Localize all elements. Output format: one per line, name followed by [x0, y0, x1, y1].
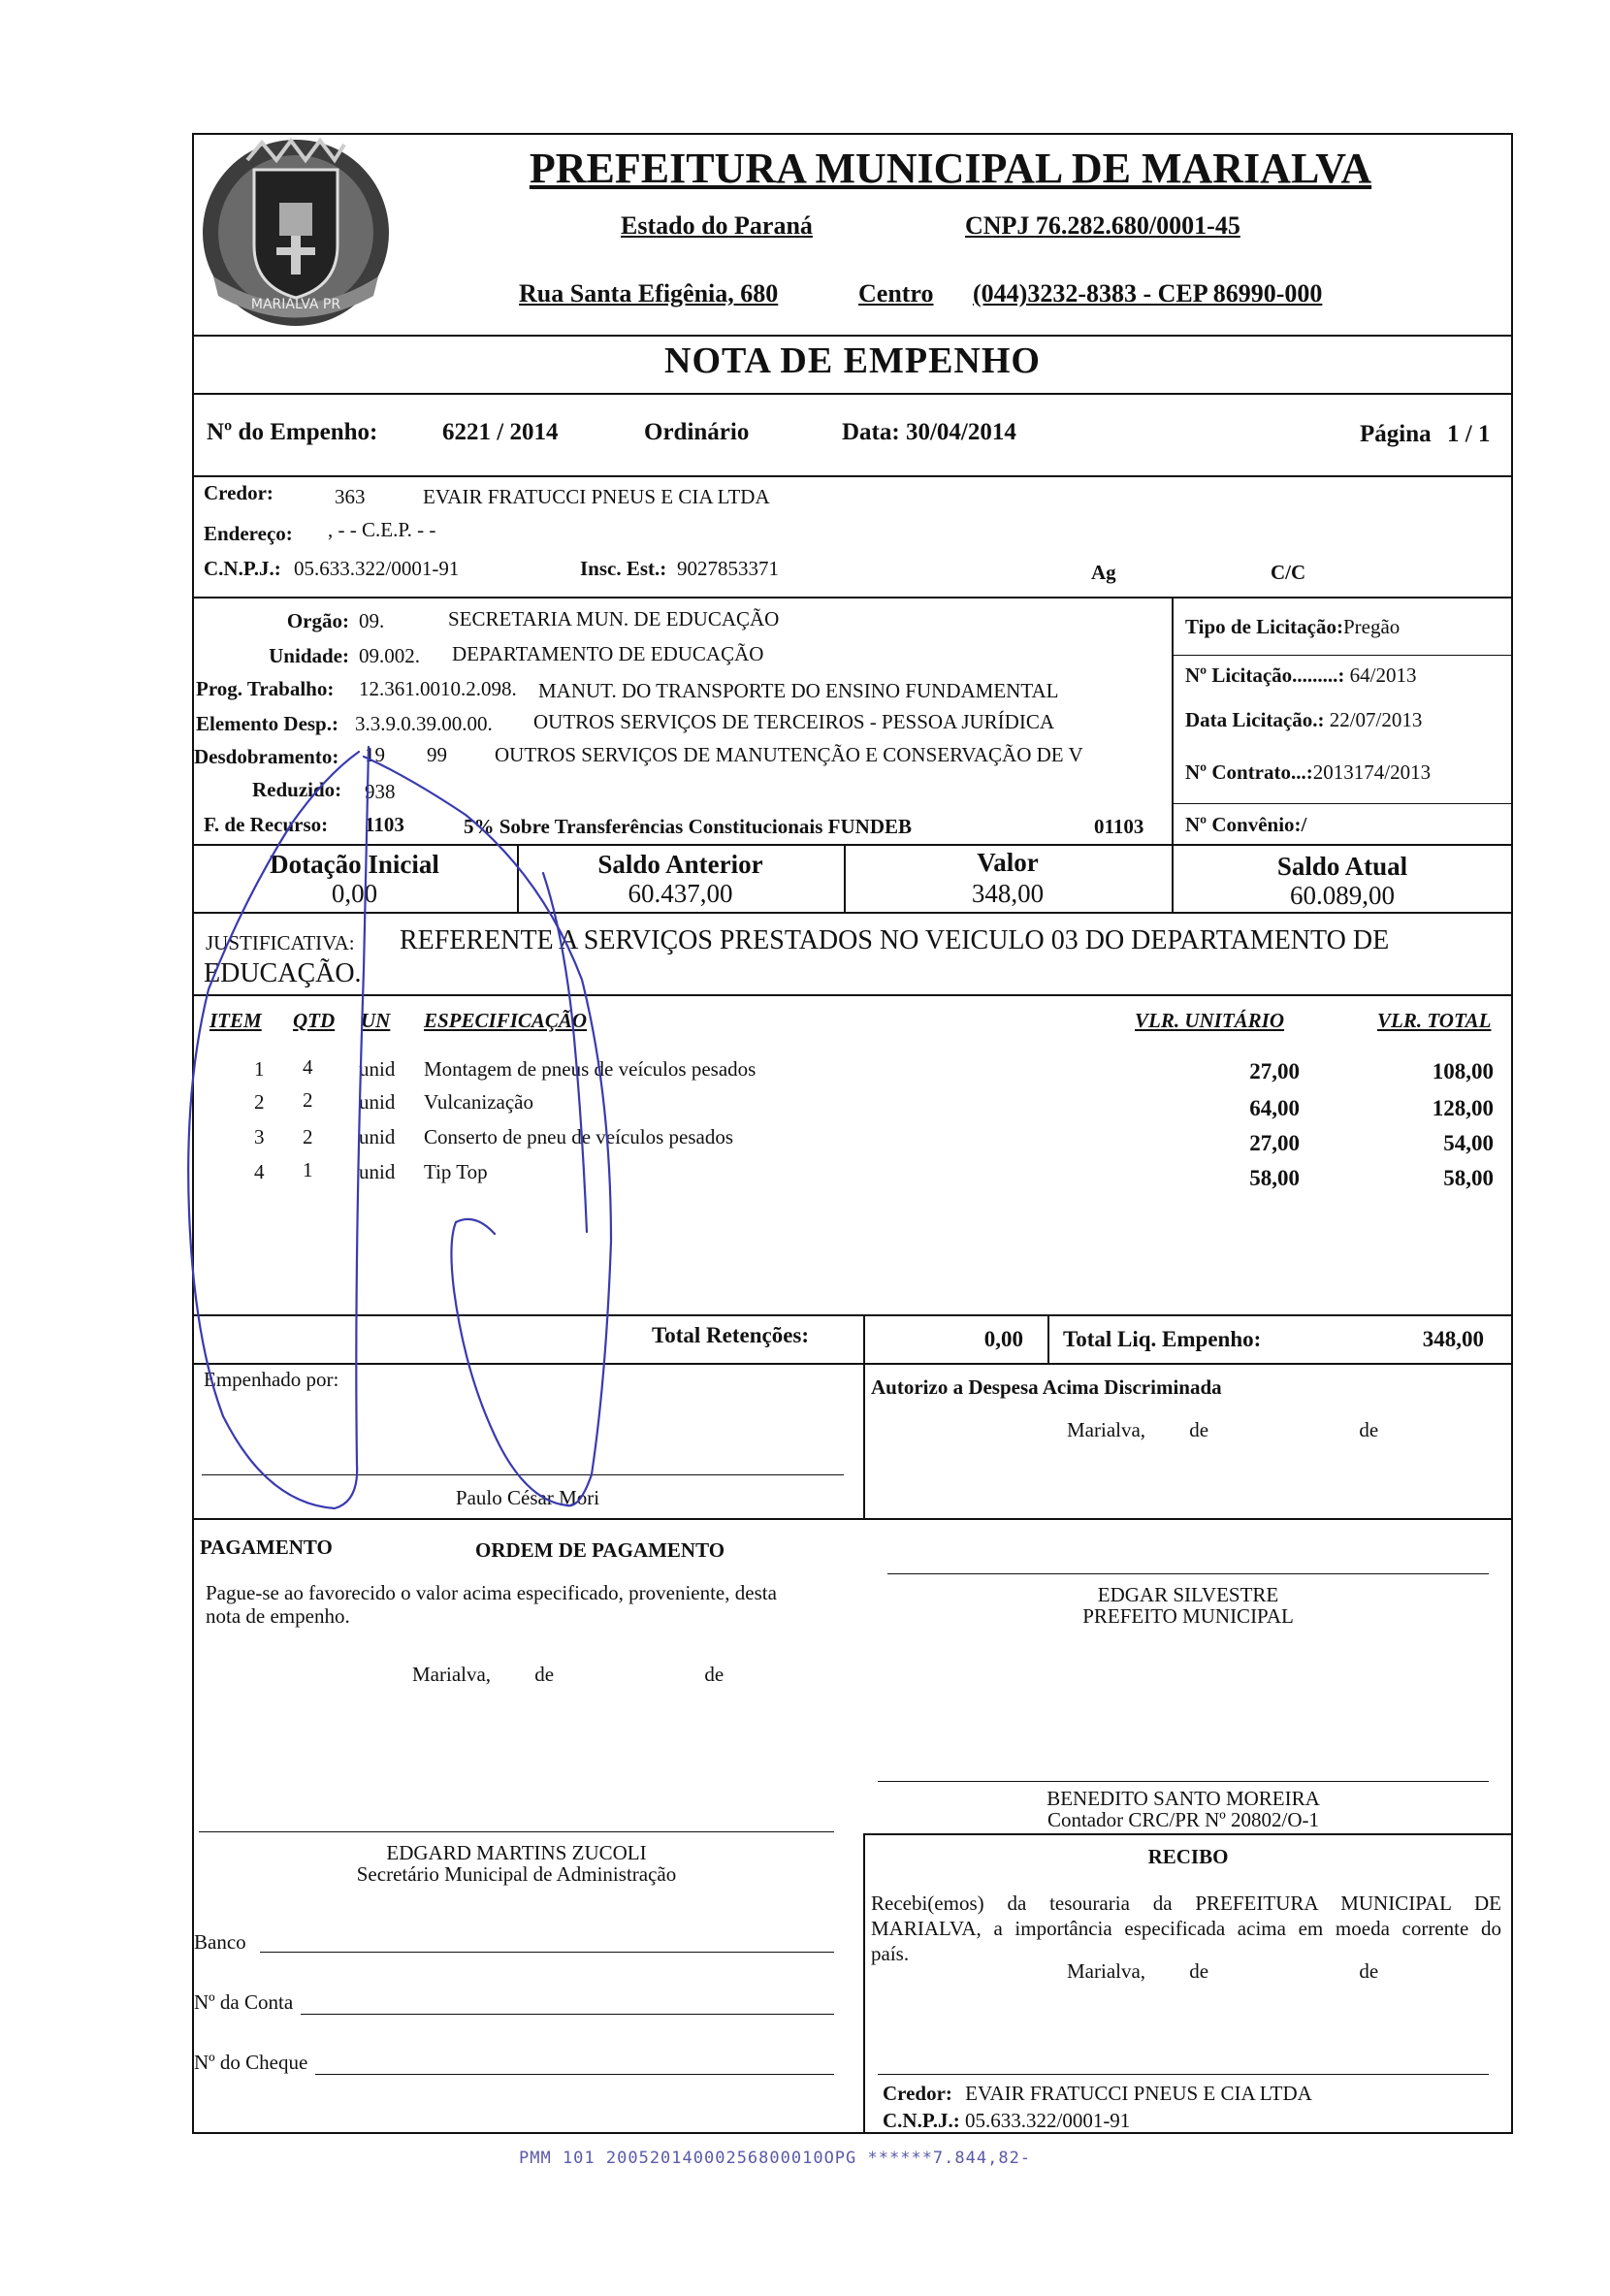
secretario-name: EDGARD MARTINS ZUCOLI	[386, 1841, 647, 1864]
unidade-code: 09.002.	[359, 644, 420, 667]
authentication-stamp: PMM 101 20052014000256800010OPG ******7.844,82-	[519, 2149, 1032, 2168]
city-3: Marialva,	[1067, 1959, 1146, 1983]
conta-line	[301, 2014, 834, 2015]
prog-label: Prog. Trabalho:	[196, 677, 335, 700]
header-cnpj: CNPJ 76.282.680/0001-45	[965, 211, 1240, 240]
row-unit-value: 27,00	[1249, 1131, 1300, 1155]
pague-text-1: Pague-se ao favorecido o valor acima especificado, proveniente, desta	[206, 1581, 777, 1604]
valor-label: Valor	[977, 848, 1039, 877]
saldo-atual-label: Saldo Atual	[1276, 852, 1408, 881]
unidade-name: DEPARTAMENTO DE EDUCAÇÃO	[452, 642, 764, 665]
recibo-credor-name: EVAIR FRATUCCI PNEUS E CIA LTDA	[965, 2082, 1312, 2105]
saldo-atual-value: 60.089,00	[1290, 881, 1395, 910]
recibo-text-2: MARIALVA, a importância especificada acima em moeda corrente do	[871, 1917, 1501, 1940]
empenhado-name: Paulo César Mori	[455, 1486, 600, 1509]
row-total-value: 58,00	[1443, 1166, 1494, 1190]
desdob-code: 19	[365, 743, 385, 766]
licitacao-num-value: 64/2013	[1349, 663, 1417, 687]
licitacao-num-label: Nº Licitação.........:	[1185, 663, 1345, 687]
credor-code: 363	[335, 485, 366, 508]
saldo-anterior-value: 60.437,00	[628, 879, 733, 908]
conta-label: Nº da Conta	[194, 1990, 294, 2014]
credor-ag-label: Ag	[1091, 561, 1116, 584]
orgao-code: 09.	[359, 609, 385, 632]
licitacao-num	[1185, 663, 1417, 688]
row-total-value: 108,00	[1432, 1059, 1494, 1083]
pagamento-label: PAGAMENTO	[200, 1536, 333, 1559]
row-spec: Montagem de pneus de veículos pesados	[424, 1057, 757, 1081]
col-unit-header: VLR. UNITÁRIO	[1135, 1009, 1285, 1032]
cheque-label: Nº do Cheque	[194, 2051, 308, 2074]
date-de-3: de	[1189, 1959, 1209, 1983]
header-state: Estado do Paraná	[621, 211, 813, 240]
recibo-credor-label: Credor:	[883, 2082, 952, 2105]
desdob-sub: 99	[427, 743, 447, 766]
justificativa-text-2: EDUCAÇÃO.	[204, 958, 362, 988]
prog-name: MANUT. DO TRANSPORTE DO ENSINO FUNDAMENTAL	[538, 679, 1059, 702]
liquido-value: 348,00	[1422, 1327, 1484, 1351]
row-spec: Tip Top	[424, 1160, 488, 1183]
row-spec: Vulcanização	[424, 1090, 533, 1114]
liquido-label: Total Liq. Empenho:	[1063, 1327, 1262, 1351]
row-total-value: 54,00	[1443, 1131, 1494, 1155]
dotacao-label: Dotação Inicial	[270, 850, 439, 879]
prog-code: 12.361.0010.2.098.	[359, 677, 517, 700]
date-de-2: de	[534, 1663, 555, 1686]
secretario-role: Secretário Municipal de Administração	[356, 1862, 677, 1886]
credor-address: , - - C.E.P. - -	[328, 518, 436, 541]
recibo-text-3: país.	[871, 1942, 910, 1965]
page-number: 1 / 1	[1447, 421, 1491, 447]
date-de-1b: de	[1359, 1418, 1379, 1441]
licitacao-contrato-label: Nº Contrato...:	[1185, 760, 1313, 784]
doc-title: NOTA DE EMPENHO	[664, 340, 1041, 381]
ordem-pagamento-label: ORDEM DE PAGAMENTO	[475, 1538, 725, 1562]
credor-address-label: Endereço:	[204, 522, 293, 545]
city-date-3	[1067, 1959, 1378, 1984]
retencoes-label: Total Retenções:	[652, 1323, 810, 1347]
recibo-cnpj-value: 05.633.322/0001-91	[964, 2109, 1131, 2132]
col-total-header: VLR. TOTAL	[1377, 1009, 1492, 1032]
licitacao-tipo	[1185, 615, 1400, 639]
row-spec: Conserto de pneu de veículos pesados	[424, 1125, 734, 1148]
recurso-name: 5% Sobre Transferências Constitucionais FUNDEB	[464, 815, 913, 838]
credor-label: Credor:	[204, 481, 274, 504]
empenho-label: Nº do Empenho:	[207, 419, 378, 445]
city-2: Marialva,	[412, 1663, 492, 1686]
desdob-name: OUTROS SERVIÇOS DE MANUTENÇÃO E CONSERVAÇÃO DE V	[495, 743, 1083, 766]
recurso-label: F. de Recurso:	[204, 813, 329, 836]
row-qtd: 4	[303, 1055, 313, 1079]
row-qtd: 2	[303, 1125, 313, 1148]
credor-insc: 9027853371	[677, 557, 779, 580]
credor-cnpj-label: C.N.P.J.:	[204, 557, 281, 580]
city-date-2	[412, 1663, 724, 1687]
row-un: unid	[359, 1160, 396, 1183]
empenho-number: 6221 / 2014	[442, 419, 559, 445]
contador-name: BENEDITO SANTO MOREIRA	[1046, 1787, 1320, 1810]
credor-cnpj: 05.633.322/0001-91	[294, 557, 460, 580]
row-item: 4	[254, 1160, 265, 1183]
col-item-header: ITEM	[209, 1009, 262, 1032]
prefeito-name: EDGAR SILVESTRE	[1097, 1583, 1279, 1606]
empenho-date: Data: 30/04/2014	[842, 419, 1016, 445]
prefeito-role: PREFEITO MUNICIPAL	[1082, 1604, 1294, 1628]
col-un-header: UN	[361, 1009, 391, 1032]
row-item: 1	[254, 1057, 265, 1081]
desdob-label: Desdobramento:	[194, 745, 339, 768]
crest-ribbon-text: MARIALVA PR	[250, 297, 341, 312]
date-de-2b: de	[704, 1663, 724, 1686]
header-address: Rua Santa Efigênia, 680	[519, 279, 779, 307]
row-unit-value: 58,00	[1249, 1166, 1300, 1190]
orgao-label: Orgão:	[286, 609, 349, 632]
orgao-name: SECRETARIA MUN. DE EDUCAÇÃO	[448, 607, 780, 631]
row-total-value: 128,00	[1432, 1096, 1494, 1120]
municipal-crest	[194, 131, 398, 335]
credor-insc-label: Insc. Est.:	[580, 557, 667, 580]
elemento-name: OUTROS SERVIÇOS DE TERCEIROS - PESSOA JURÍDICA	[533, 710, 1055, 733]
pague-text-2: nota de empenho.	[206, 1604, 350, 1628]
valor-value: 348,00	[971, 879, 1045, 908]
recibo-title: RECIBO	[1147, 1845, 1229, 1868]
header-title: PREFEITURA MUNICIPAL DE MARIALVA	[529, 145, 1372, 192]
empenho-type: Ordinário	[644, 419, 750, 445]
date-de-1: de	[1189, 1418, 1209, 1441]
licitacao-contrato-value: 2013174/2013	[1312, 760, 1432, 784]
credor-name: EVAIR FRATUCCI PNEUS E CIA LTDA	[423, 485, 770, 508]
dotacao-value: 0,00	[331, 879, 378, 908]
contador-role: Contador CRC/PR Nº 20802/O-1	[1046, 1808, 1320, 1831]
row-item: 3	[254, 1125, 265, 1148]
cheque-line	[315, 2074, 834, 2075]
row-unit-value: 27,00	[1249, 1059, 1300, 1083]
recurso-number: 01103	[1094, 815, 1144, 838]
recibo-text-1: Recebi(emos) da tesouraria da PREFEITURA MUNICIPAL DE	[871, 1892, 1501, 1915]
col-qtd-header: QTD	[293, 1009, 336, 1032]
recibo-cnpj	[883, 2109, 1130, 2133]
banco-line	[260, 1952, 834, 1953]
col-spec-header: ESPECIFICAÇÃO	[424, 1009, 588, 1032]
licitacao-data-label: Data Licitação.:	[1185, 708, 1325, 731]
saldo-anterior-label: Saldo Anterior	[597, 850, 763, 879]
recurso-code: 1103	[365, 813, 404, 836]
banco-label: Banco	[194, 1930, 246, 1954]
unidade-label: Unidade:	[269, 644, 349, 667]
empenhado-label: Empenhado por:	[204, 1368, 339, 1391]
date-de-3b: de	[1359, 1959, 1379, 1983]
licitacao-convenio: Nº Convênio:/	[1185, 813, 1307, 836]
licitacao-data-value: 22/07/2013	[1329, 708, 1423, 731]
licitacao-contrato	[1185, 760, 1431, 785]
autorizo-text: Autorizo a Despesa Acima Discriminada	[871, 1375, 1222, 1399]
header-district: Centro	[858, 279, 934, 307]
justificativa-label: JUSTIFICATIVA:	[206, 931, 355, 954]
row-un: unid	[359, 1090, 396, 1114]
city-date-1	[1067, 1418, 1378, 1442]
page-label: Página	[1360, 421, 1432, 447]
recibo-credor	[883, 2082, 1312, 2106]
row-un: unid	[359, 1125, 396, 1148]
header-phone-cep: (044)3232-8383 - CEP 86990-000	[973, 279, 1323, 307]
reduzido-value: 938	[365, 780, 396, 803]
licitacao-tipo-value: Pregão	[1342, 615, 1401, 638]
credor-cc-label: C/C	[1271, 561, 1306, 584]
justificativa-text-1: REFERENTE A SERVIÇOS PRESTADOS NO VEICULO 03 DO DEPARTAMENTO DE	[400, 925, 1390, 955]
row-qtd: 1	[303, 1158, 313, 1181]
retencoes-value: 0,00	[983, 1327, 1023, 1351]
reduzido-label: Reduzido:	[252, 778, 342, 801]
row-un: unid	[359, 1057, 396, 1081]
elemento-code: 3.3.9.0.39.00.00.	[355, 712, 493, 735]
recibo-cnpj-label: C.N.P.J.:	[883, 2109, 960, 2132]
licitacao-data	[1185, 708, 1422, 732]
row-unit-value: 64,00	[1249, 1096, 1300, 1120]
city-1: Marialva,	[1067, 1418, 1146, 1441]
licitacao-tipo-label: Tipo de Licitação:	[1185, 615, 1343, 638]
row-item: 2	[254, 1090, 265, 1114]
row-qtd: 2	[303, 1088, 313, 1112]
elemento-label: Elemento Desp.:	[196, 712, 338, 735]
